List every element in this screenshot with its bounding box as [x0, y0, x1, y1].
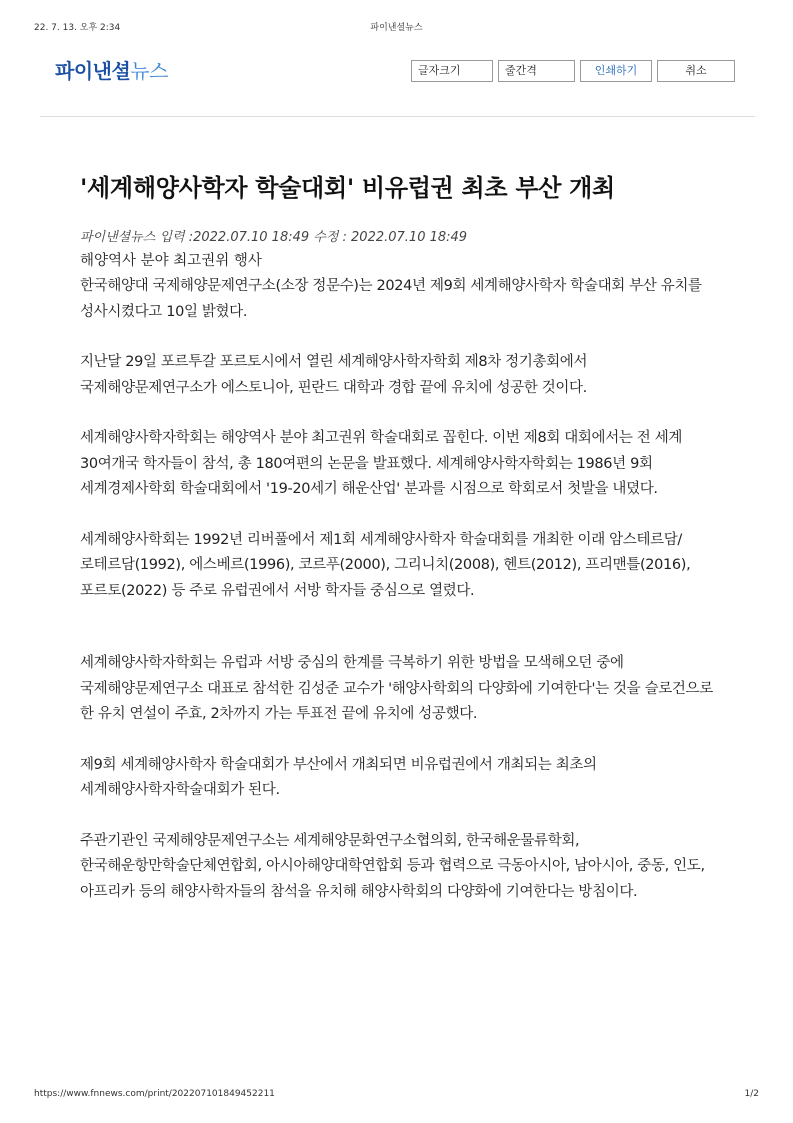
fnnews-logo[interactable]: [55, 58, 168, 84]
article-paragraph: 지난달 29일 포르투갈 포르토시에서 열린 세계해양사학자학회 제8차 정기총회에서 국제해양문제연구소가 에스토니아, 핀란드 대학과 경합 끝에 유치에 성공한 것이다.: [80, 354, 588, 396]
print-button[interactable]: 인쇄하기: [580, 60, 652, 82]
print-site-title: 파이낸셜뉴스: [370, 23, 423, 33]
cancel-button[interactable]: 취소: [657, 60, 735, 82]
print-page-number: 1/2: [744, 1089, 759, 1099]
article-headline: '세계해양사학자 학술대회' 비유럽권 최초 부산 개최: [80, 174, 615, 202]
header-divider: [40, 116, 755, 117]
line-spacing-button[interactable]: 줄간격: [498, 60, 575, 82]
logo-news-text: 뉴스: [130, 59, 168, 83]
article-paragraph: 세계해양사학회는 1992년 리버풀에서 제1회 세계해양사학자 학술대회를 개최한 이래 암스테르담/로테르담(1992), 에스베르(1996), 코르푸(2000), 그리니치(2008), 헨트(2012), 프리맨틀(2016), 포르토(2022) 등 주로 유럽권에서 서방 학자들 중심으로 열렸다.: [80, 531, 691, 599]
article-paragraph: 제9회 세계해양사학자 학술대회가 부산에서 개최되면 비유럽권에서 개최되는 최초의 세계해양사학자학술대회가 된다.: [80, 756, 597, 798]
print-datetime: 22. 7. 13. 오후 2:34: [34, 23, 121, 33]
article-paragraph: 세계해양사학자학회는 유럽과 서방 중심의 한계를 극복하기 위한 방법을 모색해오던 중에 국제해양문제연구소 대표로 참석한 김성준 교수가 '해양사학회의 다양화에 기여한다'는 것을 슬로건으로 한 유치 연설이 주효, 2차까지 가는 투표전 끝에 유치에 성공했다.: [80, 655, 713, 722]
article-paragraph: 한국해양대 국제해양문제연구소(소장 정문수)는 2024년 제9회 세계해양사학자 학술대회 부산 유치를 성사시켰다고 10일 밝혔다.: [80, 278, 702, 320]
print-toolbar: [411, 60, 735, 82]
font-size-button[interactable]: 글자크기: [411, 60, 493, 82]
article-byline: 파이낸셜뉴스 입력 :2022.07.10 18:49 수정 : 2022.07.10 18:49: [80, 230, 468, 245]
logo-main-text: 파이낸셜: [55, 59, 131, 83]
article-subtitle: 해양역사 분야 최고권위 행사: [80, 253, 262, 269]
article-paragraph: 세계해양사학자학회는 해양역사 분야 최고권위 학술대회로 꼽힌다. 이번 제8회 대회에서는 전 세계 30여개국 학자들이 참석, 총 180여편의 논문을 발표했다. 세계해양사학자학회는 1986년 9회 세계경제사학회 학술대회에서 '19-20세기 해운산업' 분과를 시점으로 학회로서 첫발을 내뎠다.: [80, 430, 683, 497]
article: [80, 170, 720, 930]
print-header: [34, 20, 759, 34]
print-footer: [34, 1089, 759, 1101]
article-paragraph: 주관기관인 국제해양문제연구소는 세계해양문화연구소협의회, 한국해운물류학회, 한국해운항만학술단체연합회, 아시아해양대학연합회 등과 협력으로 극동아시아, 남아시아, 중동, 인도, 아프리카 등의 해양사학자들의 참석을 유치해 해양사학회의 다양화에 기여한다는 방침이다.: [80, 832, 705, 900]
article-body: [80, 274, 720, 905]
masthead: [55, 58, 735, 86]
print-url: https://www.fnnews.com/print/202207101849452211: [34, 1089, 275, 1099]
